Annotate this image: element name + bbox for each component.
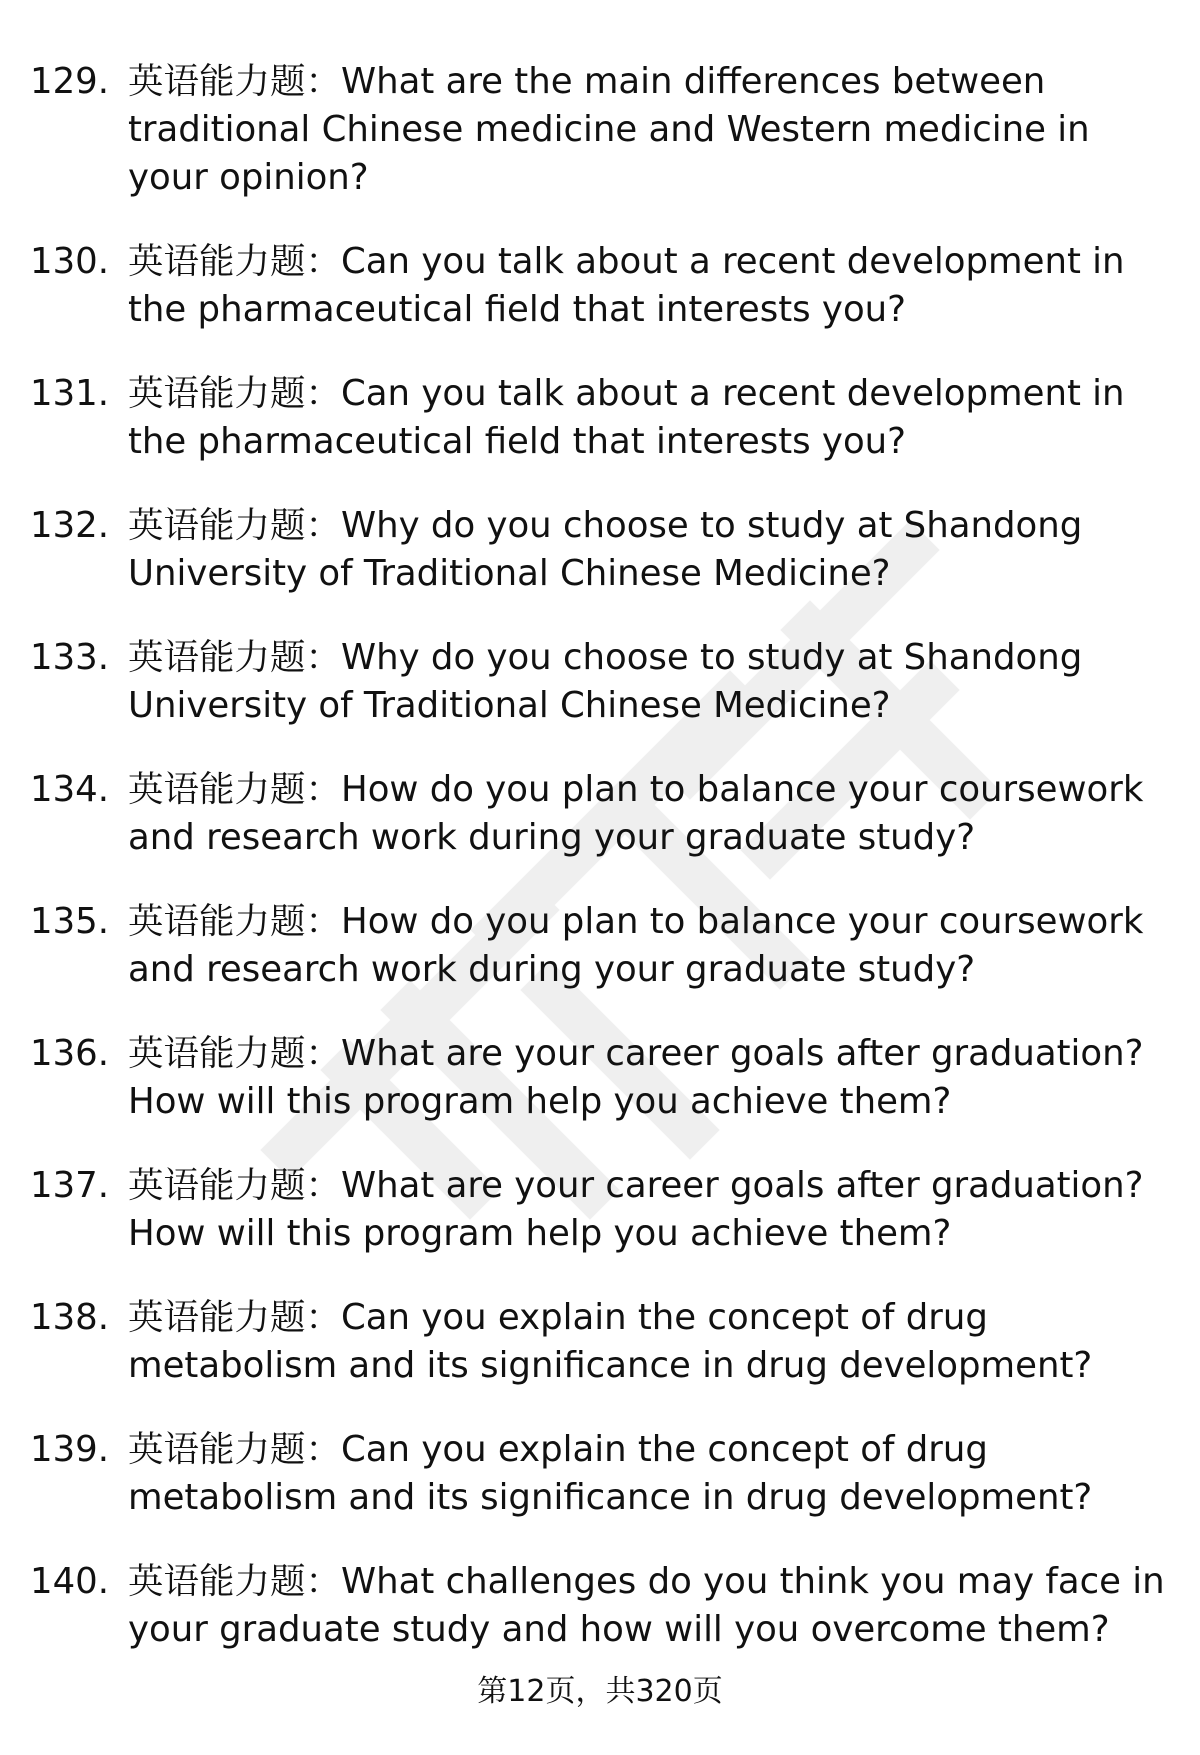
question-text: Can you talk about a recent development in the pharmaceutical field that interests you?: [128, 241, 1125, 330]
question-tag: 英语能力题：: [128, 61, 342, 102]
question-text: How do you plan to balance your coursework and research work during your graduate study?: [128, 901, 1144, 990]
question-item: [30, 370, 1170, 466]
question-text-block: [128, 766, 1170, 862]
question-item: [30, 1030, 1170, 1126]
question-tag: 英语能力题：: [128, 1561, 342, 1602]
question-number: 133.: [30, 637, 110, 678]
question-number: 132.: [30, 505, 110, 546]
question-list: [30, 58, 1170, 1690]
question-text-block: [128, 1426, 1170, 1522]
question-number: 134.: [30, 769, 110, 810]
page-footer: 第12页，共320页: [477, 1674, 723, 1709]
question-item: [30, 1162, 1170, 1258]
question-text-block: [128, 1558, 1170, 1654]
question-text: Why do you choose to study at Shandong University of Traditional Chinese Medicine?: [128, 505, 1083, 594]
question-number: 130.: [30, 241, 110, 282]
question-tag: 英语能力题：: [128, 505, 342, 546]
question-text: What are your career goals after graduation? How will this program help you achieve them?: [128, 1033, 1144, 1122]
question-item: [30, 58, 1170, 202]
question-text-block: [128, 1294, 1170, 1390]
question-tag: 英语能力题：: [128, 1297, 342, 1338]
question-text-block: [128, 370, 1170, 466]
question-number: 131.: [30, 373, 110, 414]
question-text-block: [128, 502, 1170, 598]
question-text: Can you talk about a recent development in the pharmaceutical field that interests you?: [128, 373, 1125, 462]
question-text-block: [128, 634, 1170, 730]
question-text-block: [128, 1162, 1170, 1258]
question-text-block: [128, 238, 1170, 334]
question-text: Why do you choose to study at Shandong University of Traditional Chinese Medicine?: [128, 637, 1083, 726]
question-number: 136.: [30, 1033, 110, 1074]
question-number: 138.: [30, 1297, 110, 1338]
question-item: [30, 502, 1170, 598]
question-text-block: [128, 898, 1170, 994]
question-tag: 英语能力题：: [128, 637, 342, 678]
question-number: 129.: [30, 61, 110, 102]
question-tag: 英语能力题：: [128, 901, 342, 942]
question-item: [30, 1426, 1170, 1522]
question-text: What are your career goals after graduation? How will this program help you achieve them?: [128, 1165, 1144, 1254]
question-tag: 英语能力题：: [128, 769, 342, 810]
question-number: 137.: [30, 1165, 110, 1206]
question-tag: 英语能力题：: [128, 1429, 342, 1470]
question-tag: 英语能力题：: [128, 241, 342, 282]
question-text-block: [128, 1030, 1170, 1126]
question-number: 139.: [30, 1429, 110, 1470]
question-item: [30, 1558, 1170, 1654]
question-tag: 英语能力题：: [128, 1033, 342, 1074]
question-text: How do you plan to balance your coursework and research work during your graduate study?: [128, 769, 1144, 858]
question-text: Can you explain the concept of drug metabolism and its significance in drug development?: [128, 1297, 1093, 1386]
question-item: [30, 634, 1170, 730]
question-item: [30, 898, 1170, 994]
question-tag: 英语能力题：: [128, 1165, 342, 1206]
question-text: Can you explain the concept of drug metabolism and its significance in drug development?: [128, 1429, 1093, 1518]
question-number: 135.: [30, 901, 110, 942]
question-text-block: [128, 58, 1170, 202]
question-text: What challenges do you think you may face in your graduate study and how will you overcome them?: [128, 1561, 1165, 1650]
question-item: [30, 766, 1170, 862]
question-text: What are the main differences between traditional Chinese medicine and Western medicine in your opinion?: [128, 61, 1090, 198]
question-item: [30, 1294, 1170, 1390]
question-number: 140.: [30, 1561, 110, 1602]
question-tag: 英语能力题：: [128, 373, 342, 414]
question-item: [30, 238, 1170, 334]
